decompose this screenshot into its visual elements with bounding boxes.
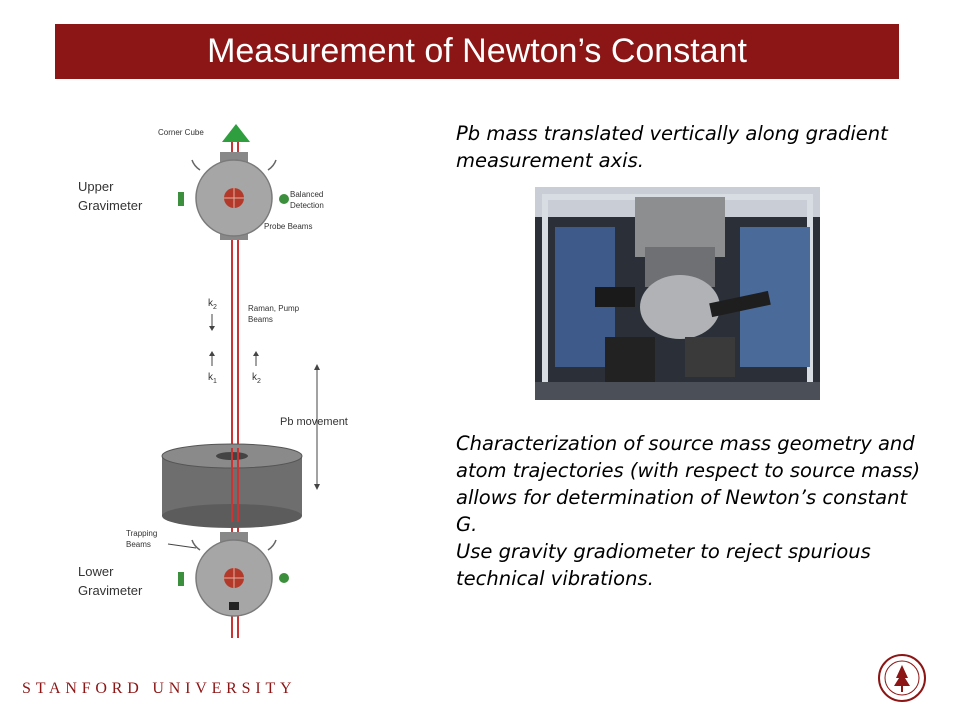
caption-characterization [456, 430, 926, 592]
lower-gravimeter-sphere [178, 532, 289, 616]
lower-gravimeter-label-2: Gravimeter [78, 583, 143, 598]
caption-vibrations-text: Use gravity gradiometer to reject spurious technical vibrations. [456, 540, 871, 590]
trapping-beams-label-2: Beams [126, 540, 151, 549]
k1-bottom-label: $k_1$ [208, 372, 217, 385]
raman-pump-label-1: Raman, Pump [248, 304, 300, 313]
balanced-detection-label-2: Detection [290, 201, 324, 210]
lead-source-mass [162, 444, 302, 528]
lower-gravimeter-label-1: Lower [78, 564, 114, 579]
k2-down-arrowhead [209, 326, 215, 331]
caption-characterization-text: Characterization of source mass geometry and atom trajectories (with respect to source mass) allows for determination of Newton’s constant G. [456, 432, 921, 536]
trapping-beams-pointer [168, 544, 196, 548]
corner-cube-label: Corner Cube [158, 128, 204, 137]
upper-gravimeter-label-1: Upper [78, 179, 114, 194]
title-bar [55, 24, 899, 79]
slide-title: Measurement of Newton’s Constant [207, 32, 747, 70]
gravimeter-diagram [72, 118, 372, 638]
k2-up-arrowhead [253, 351, 259, 356]
stanford-wordmark: STANFORD UNIVERSITY [22, 680, 297, 697]
k2-bottom-label: $k_2$ [252, 372, 261, 385]
stanford-seal-icon [878, 654, 926, 702]
raman-pump-label-2: Beams [248, 315, 273, 324]
corner-cube-icon [222, 124, 250, 142]
apparatus-photo [535, 187, 820, 400]
caption-pb-mass: Pb mass translated vertically along gradient measurement axis. [456, 122, 888, 172]
pb-movement-label: Pb movement [280, 416, 348, 428]
pb-movement-arrowhead-up [314, 364, 320, 370]
pb-movement-arrowhead-down [314, 484, 320, 490]
upper-gravimeter-label-2: Gravimeter [78, 198, 143, 213]
trapping-beams-label-1: Trapping [126, 529, 158, 538]
probe-beams-label: Probe Beams [264, 222, 313, 231]
k2-top-label: $k_2$ [208, 298, 217, 311]
k1-up-arrowhead [209, 351, 215, 356]
balanced-detection-label-1: Balanced [290, 190, 324, 199]
